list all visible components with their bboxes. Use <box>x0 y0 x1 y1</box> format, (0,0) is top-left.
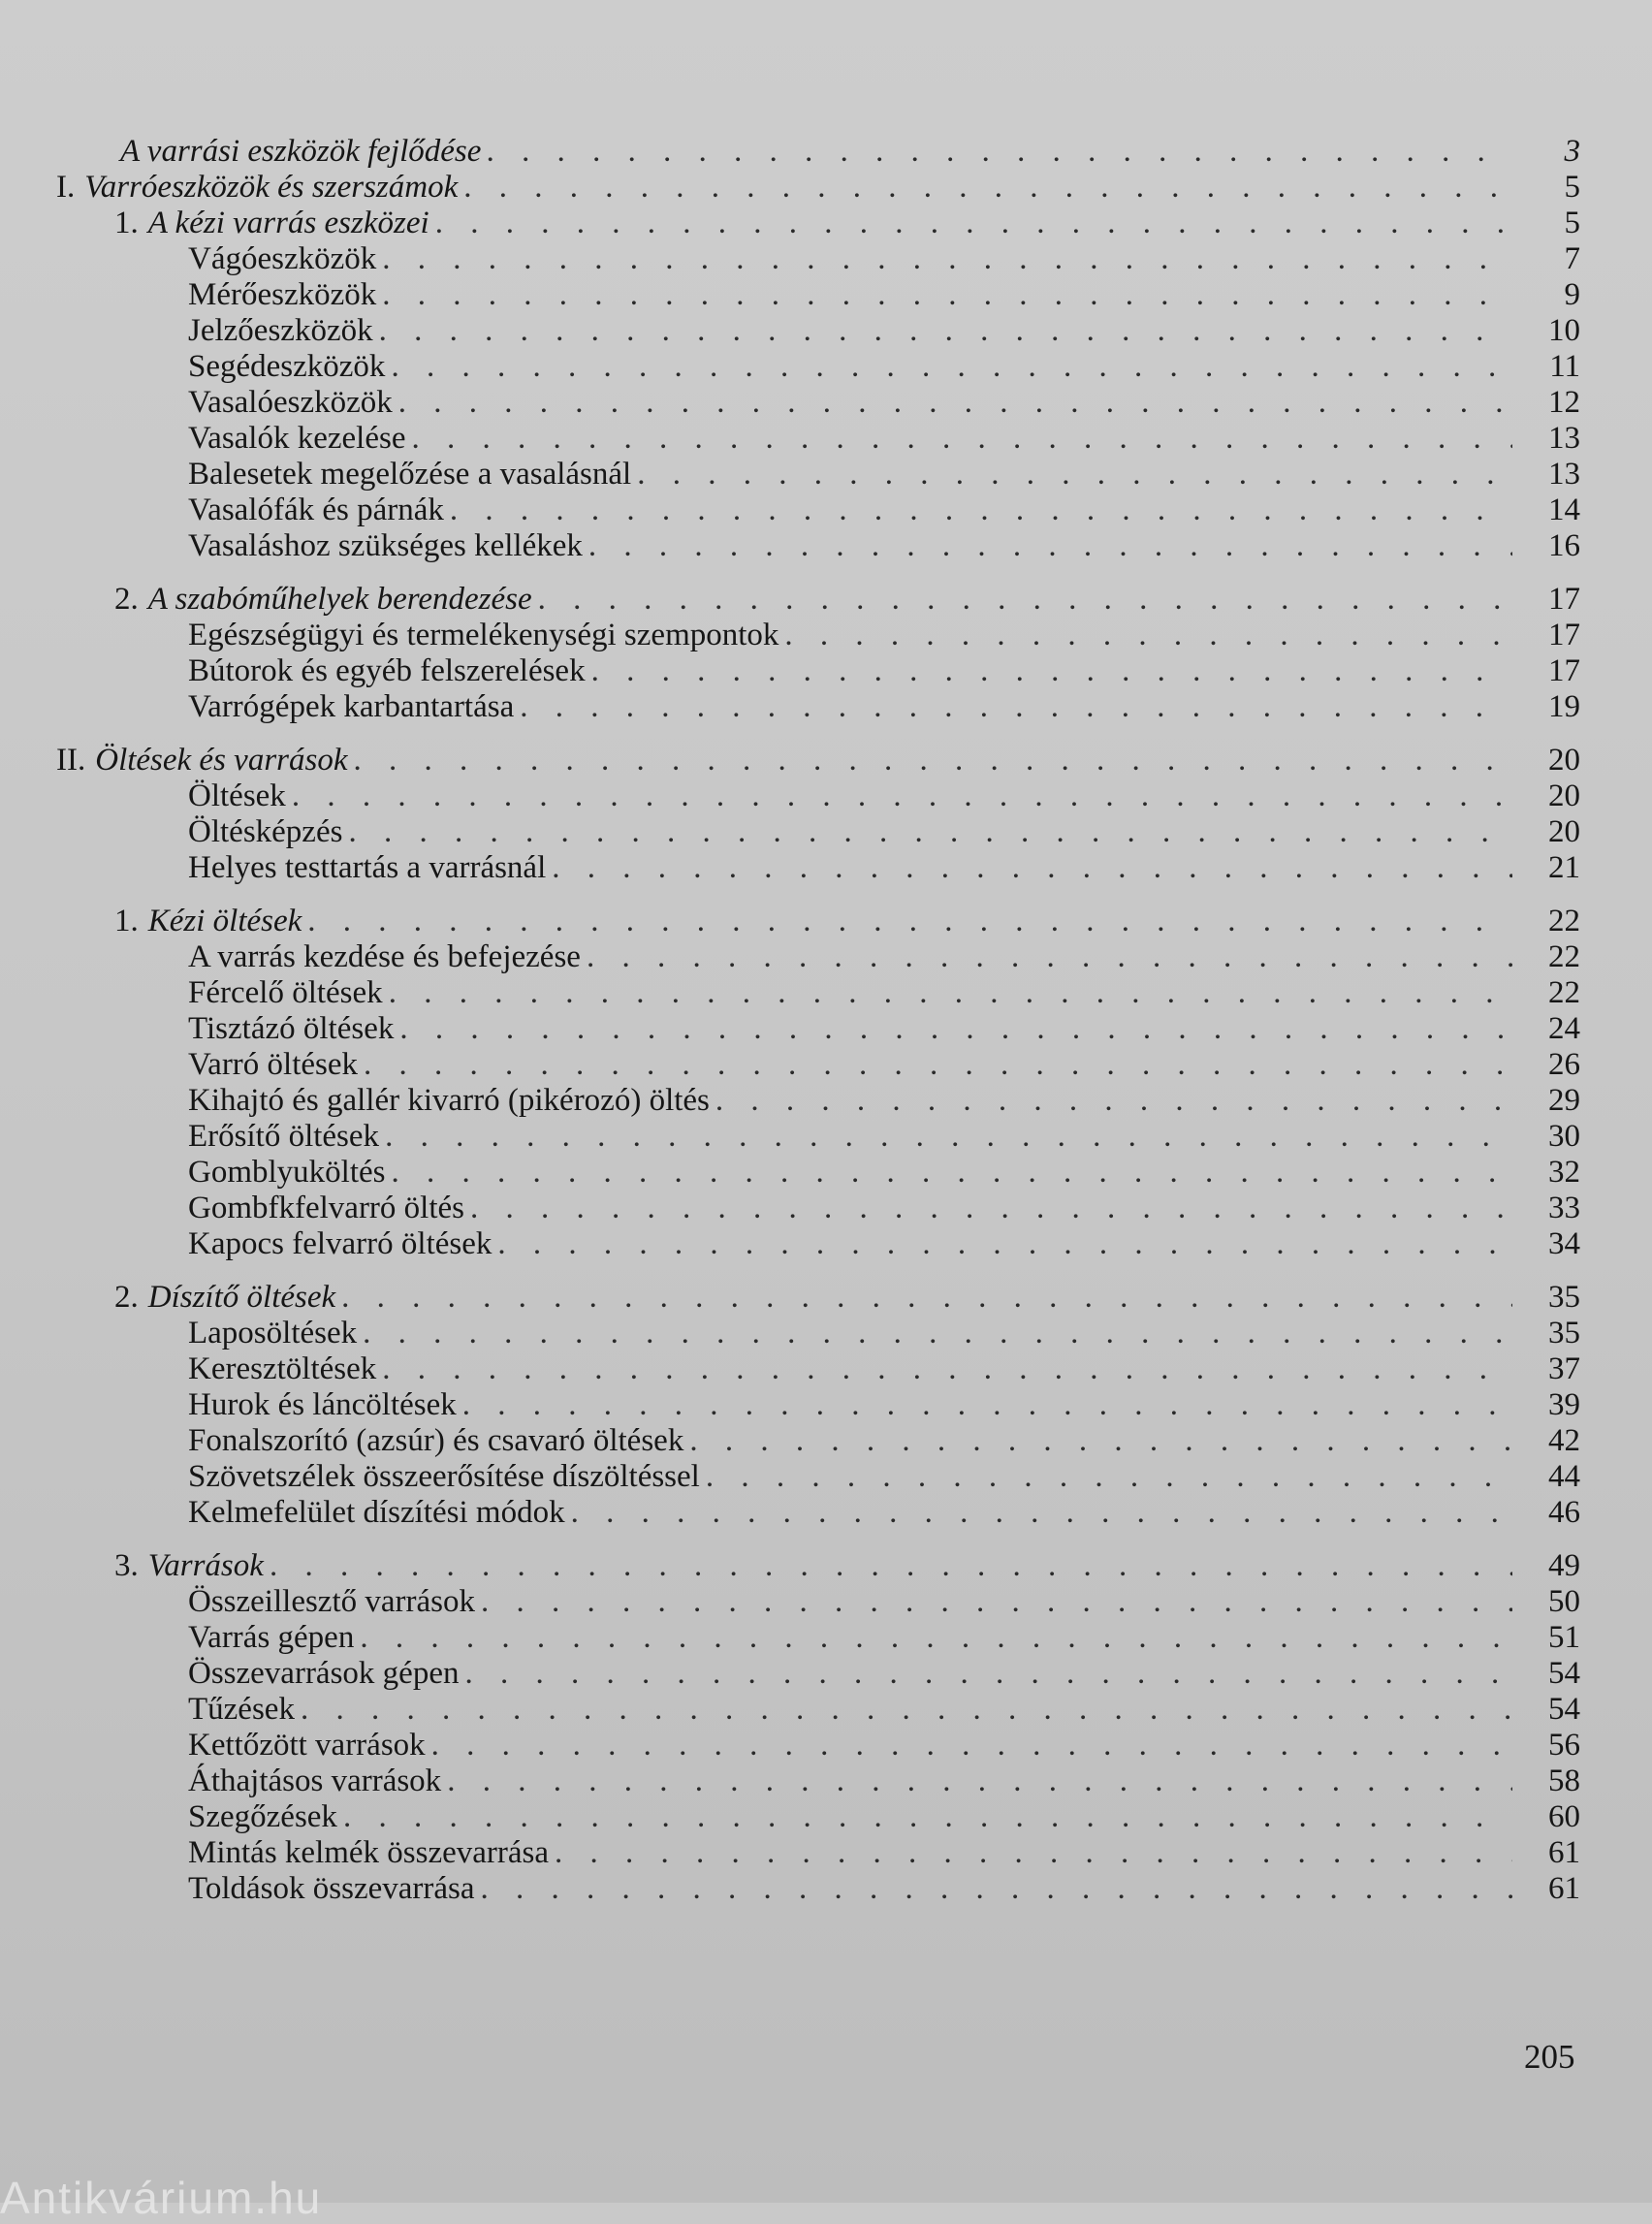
toc-entry-label: Vasaláshoz szükséges kellékek <box>188 528 583 563</box>
toc-entry-label: Összeillesztő varrások <box>188 1584 475 1619</box>
toc-section-entry <box>188 1692 1607 1728</box>
dot-leader <box>497 1226 1512 1262</box>
toc-chapter-entry <box>114 582 1607 618</box>
toc-entry-page: 58 <box>1548 1763 1580 1798</box>
toc-entry-label: Vasalófák és párnák <box>188 492 444 527</box>
toc-entry-page: 37 <box>1548 1351 1580 1386</box>
toc-entry-label: Öltések <box>188 778 286 813</box>
toc-section-entry <box>188 1423 1607 1459</box>
toc-entry-label: Laposöltések <box>188 1316 358 1350</box>
toc-entry-label: Tűzések <box>188 1692 295 1727</box>
dot-leader <box>591 653 1512 689</box>
toc-part-entry <box>56 743 1607 778</box>
toc-section-entry <box>188 349 1607 385</box>
dot-leader <box>447 1763 1512 1799</box>
toc-entry-label: A kézi varrás eszközei <box>147 206 429 240</box>
dot-leader <box>270 1548 1512 1584</box>
toc-section-entry <box>188 457 1607 492</box>
toc-entry-page: 20 <box>1548 814 1580 849</box>
toc-section-entry <box>188 1011 1607 1047</box>
toc-entry-label: Segédeszközök <box>188 349 386 384</box>
toc-chapter-entry <box>114 1548 1607 1584</box>
toc-section-entry <box>188 1083 1607 1119</box>
dot-leader <box>379 313 1512 349</box>
dot-leader <box>464 1656 1512 1692</box>
toc-section-entry <box>188 1351 1607 1387</box>
toc-entry-page: 32 <box>1548 1155 1580 1190</box>
dot-leader <box>411 421 1512 457</box>
toc-entry-page: 17 <box>1548 618 1580 652</box>
dot-leader <box>637 457 1512 492</box>
toc-entry-label: A varrás kezdése és befejezése <box>188 939 581 974</box>
watermark: Antikvárium.hu <box>0 2173 323 2223</box>
toc-chapter-entry <box>114 1280 1607 1316</box>
toc-entry-page: 60 <box>1548 1799 1580 1834</box>
toc-entry-number: 3. <box>114 1548 139 1583</box>
toc-section-entry <box>188 492 1607 528</box>
toc-entry-label: Varrógépek karbantartása <box>188 689 515 724</box>
toc-section-entry <box>188 277 1607 313</box>
toc-entry-page: 20 <box>1548 743 1580 778</box>
toc-section-entry <box>188 1763 1607 1799</box>
toc-entry-label: Gomblyuköltés <box>188 1155 386 1190</box>
dot-leader <box>307 904 1512 939</box>
dot-leader <box>552 850 1512 886</box>
toc-section-entry <box>188 1835 1607 1871</box>
dot-leader <box>706 1459 1512 1495</box>
dot-leader <box>481 1584 1512 1620</box>
toc-entry-label: Díszítő öltések <box>147 1280 336 1315</box>
dot-leader <box>520 689 1512 725</box>
toc-chapter-entry <box>114 904 1607 939</box>
toc-entry-label: Fércelő öltések <box>188 975 383 1010</box>
dot-leader <box>385 1119 1512 1155</box>
toc-entry-page: 22 <box>1548 904 1580 938</box>
toc-chapter-entry <box>114 206 1607 241</box>
toc-entry-page: 34 <box>1548 1226 1580 1261</box>
toc-entry-page: 5 <box>1564 206 1580 240</box>
dot-leader <box>392 1155 1513 1191</box>
toc-entry-label: Toldások összevarrása <box>188 1871 475 1906</box>
toc-entry-page: 42 <box>1548 1423 1580 1458</box>
dot-leader <box>487 134 1512 170</box>
toc-section-entry <box>188 421 1607 457</box>
toc-section-entry <box>188 1459 1607 1495</box>
dot-leader <box>431 1728 1512 1763</box>
toc-entry-label: Kihajtó és gallér kivarró (pikérozó) öltés <box>188 1083 710 1118</box>
toc-entry-label: A szabóműhelyek berendezése <box>147 582 532 617</box>
toc-section-entry <box>188 1620 1607 1656</box>
dot-leader <box>382 241 1512 277</box>
toc-entry-page: 50 <box>1548 1584 1580 1619</box>
toc-entry-label: Vágóeszközök <box>188 241 377 276</box>
toc-entry-label: Erősítő öltések <box>188 1119 380 1154</box>
dot-leader <box>450 492 1512 528</box>
toc-entry-label: Vasalók kezelése <box>188 421 406 456</box>
toc-entry-label: Kapocs felvarró öltések <box>188 1226 492 1261</box>
toc-entry-label: Kelmefelület díszítési módok <box>188 1495 565 1530</box>
toc-entry-label: Jelzőeszközök <box>188 313 373 348</box>
toc-section-entry <box>188 241 1607 277</box>
toc-entry-page: 44 <box>1548 1459 1580 1494</box>
dot-leader <box>588 528 1512 564</box>
toc-entry-number: 1. <box>114 904 139 938</box>
dot-leader <box>382 277 1512 313</box>
toc-entry-label: Összevarrások gépen <box>188 1656 460 1691</box>
toc-entry-page: 39 <box>1548 1387 1580 1422</box>
toc-entry-page: 26 <box>1548 1047 1580 1082</box>
toc-section-entry <box>188 1656 1607 1692</box>
toc-entry-page: 19 <box>1548 689 1580 724</box>
toc-entry-page: 35 <box>1548 1316 1580 1350</box>
toc-entry-label: Varróeszközök és szerszámok <box>84 170 459 205</box>
dot-leader <box>538 582 1512 618</box>
dot-leader <box>364 1047 1512 1083</box>
page-number: 205 <box>1524 2038 1575 2076</box>
dot-leader <box>341 1280 1512 1316</box>
toc-entry-page: 5 <box>1564 170 1580 205</box>
toc-section-entry <box>188 1799 1607 1835</box>
toc-entry-page: 22 <box>1548 939 1580 974</box>
toc-entry-page: 16 <box>1548 528 1580 563</box>
toc-entry-label: Szövetszélek összeerősítése díszöltéssel <box>188 1459 700 1494</box>
toc-entry-label: Varrások <box>147 1548 264 1583</box>
toc-entry-number: 2. <box>114 1280 139 1315</box>
toc-entry-page: 54 <box>1548 1692 1580 1727</box>
toc-section-entry <box>188 1191 1607 1226</box>
toc-section-entry <box>188 814 1607 850</box>
toc-entry-label: Kettőzött varrások <box>188 1728 426 1763</box>
toc-entry-label: Öltések és varrások <box>95 743 348 778</box>
toc-entry-number: I. <box>56 170 76 205</box>
dot-leader <box>463 170 1512 206</box>
toc-section-entry <box>188 618 1607 653</box>
dot-leader <box>715 1083 1512 1119</box>
dot-leader <box>301 1692 1512 1728</box>
dot-leader <box>784 618 1512 653</box>
toc-section-entry <box>188 313 1607 349</box>
dot-leader <box>689 1423 1512 1459</box>
dot-leader <box>292 778 1512 814</box>
toc-entry-page: 56 <box>1548 1728 1580 1763</box>
toc-entry-page: 54 <box>1548 1656 1580 1691</box>
toc-entry-label: A varrási eszközök fejlődése <box>120 134 482 169</box>
toc-section-entry <box>188 1871 1607 1907</box>
toc-entry-page: 7 <box>1564 241 1580 276</box>
toc-entry-label: Vasalóeszközök <box>188 385 393 420</box>
toc-entry-label: Mintás kelmék összevarrása <box>188 1835 550 1870</box>
dot-leader <box>587 939 1512 975</box>
dot-leader <box>363 1316 1512 1351</box>
toc-entry-label: Öltésképzés <box>188 814 343 849</box>
dot-leader <box>354 743 1513 778</box>
toc-entry-label: Bútorok és egyéb felszerelések <box>188 653 586 688</box>
toc-entry-label: Varrás gépen <box>188 1620 355 1655</box>
toc-entry-page: 13 <box>1548 421 1580 456</box>
toc-entry-page: 17 <box>1548 653 1580 688</box>
toc-section-entry <box>188 385 1607 421</box>
dot-leader <box>391 349 1512 385</box>
toc-entry-label: Kézi öltések <box>147 904 302 938</box>
dot-leader <box>389 975 1512 1011</box>
toc-entry-page: 33 <box>1548 1191 1580 1225</box>
toc-entry-number: 2. <box>114 582 139 617</box>
table-of-contents <box>56 134 1607 1907</box>
dot-leader <box>399 1011 1512 1047</box>
toc-entry-page: 51 <box>1548 1620 1580 1655</box>
toc-section-entry <box>188 850 1607 886</box>
dot-leader <box>398 385 1512 421</box>
dot-leader <box>571 1495 1512 1531</box>
toc-entry-page: 14 <box>1548 492 1580 527</box>
toc-section-entry <box>188 653 1607 689</box>
toc-entry-label: Balesetek megelőzése a vasalásnál <box>188 457 632 492</box>
toc-intro-entry <box>120 134 1607 170</box>
toc-entry-label: Mérőeszközök <box>188 277 377 312</box>
toc-entry-label: Gombfkfelvarró öltés <box>188 1191 464 1225</box>
toc-section-entry <box>188 1047 1607 1083</box>
toc-entry-page: 12 <box>1548 385 1580 420</box>
toc-section-entry <box>188 1155 1607 1191</box>
toc-entry-page: 61 <box>1548 1835 1580 1870</box>
toc-section-entry <box>188 1584 1607 1620</box>
toc-entry-label: Varró öltések <box>188 1047 359 1082</box>
toc-entry-page: 24 <box>1548 1011 1580 1046</box>
toc-entry-label: Helyes testtartás a varrásnál <box>188 850 547 885</box>
dot-leader <box>360 1620 1512 1656</box>
toc-section-entry <box>188 1387 1607 1423</box>
toc-entry-page: 35 <box>1548 1280 1580 1315</box>
toc-entry-page: 3 <box>1564 134 1580 169</box>
toc-section-entry <box>188 1728 1607 1763</box>
dot-leader <box>348 814 1512 850</box>
toc-section-entry <box>188 528 1607 564</box>
toc-entry-page: 46 <box>1548 1495 1580 1530</box>
toc-entry-page: 29 <box>1548 1083 1580 1118</box>
toc-entry-page: 61 <box>1548 1871 1580 1906</box>
dot-leader <box>470 1191 1512 1226</box>
toc-entry-label: Áthajtásos varrások <box>188 1763 442 1798</box>
toc-entry-page: 21 <box>1548 850 1580 885</box>
toc-entry-page: 30 <box>1548 1119 1580 1154</box>
toc-part-entry <box>56 170 1607 206</box>
toc-entry-page: 49 <box>1548 1548 1580 1583</box>
toc-section-entry <box>188 975 1607 1011</box>
toc-section-entry <box>188 1316 1607 1351</box>
toc-entry-label: Egészségügyi és termelékenységi szempontok <box>188 618 779 652</box>
toc-entry-page: 17 <box>1548 582 1580 617</box>
dot-leader <box>435 206 1512 241</box>
toc-entry-page: 11 <box>1549 349 1580 384</box>
dot-leader <box>343 1799 1512 1835</box>
dot-leader <box>555 1835 1512 1871</box>
toc-section-entry <box>188 1495 1607 1531</box>
toc-section-entry <box>188 1226 1607 1262</box>
toc-section-entry <box>188 778 1607 814</box>
dot-leader <box>382 1351 1512 1387</box>
toc-entry-number: II. <box>56 743 86 778</box>
toc-entry-page: 22 <box>1548 975 1580 1010</box>
toc-entry-label: Tisztázó öltések <box>188 1011 395 1046</box>
toc-section-entry <box>188 939 1607 975</box>
dot-leader <box>481 1871 1512 1907</box>
toc-entry-list <box>56 170 1607 1907</box>
toc-section-entry <box>188 689 1607 725</box>
toc-entry-page: 20 <box>1548 778 1580 813</box>
toc-entry-page: 13 <box>1548 457 1580 492</box>
toc-entry-label: Fonalszorító (azsúr) és csavaró öltések <box>188 1423 684 1458</box>
toc-entry-page: 9 <box>1564 277 1580 312</box>
toc-entry-label: Szegőzések <box>188 1799 337 1834</box>
toc-entry-label: Keresztöltések <box>188 1351 377 1386</box>
toc-section-entry <box>188 1119 1607 1155</box>
toc-entry-page: 10 <box>1548 313 1580 348</box>
dot-leader <box>462 1387 1512 1423</box>
toc-entry-label: Hurok és láncöltések <box>188 1387 457 1422</box>
toc-entry-number: 1. <box>114 206 139 240</box>
